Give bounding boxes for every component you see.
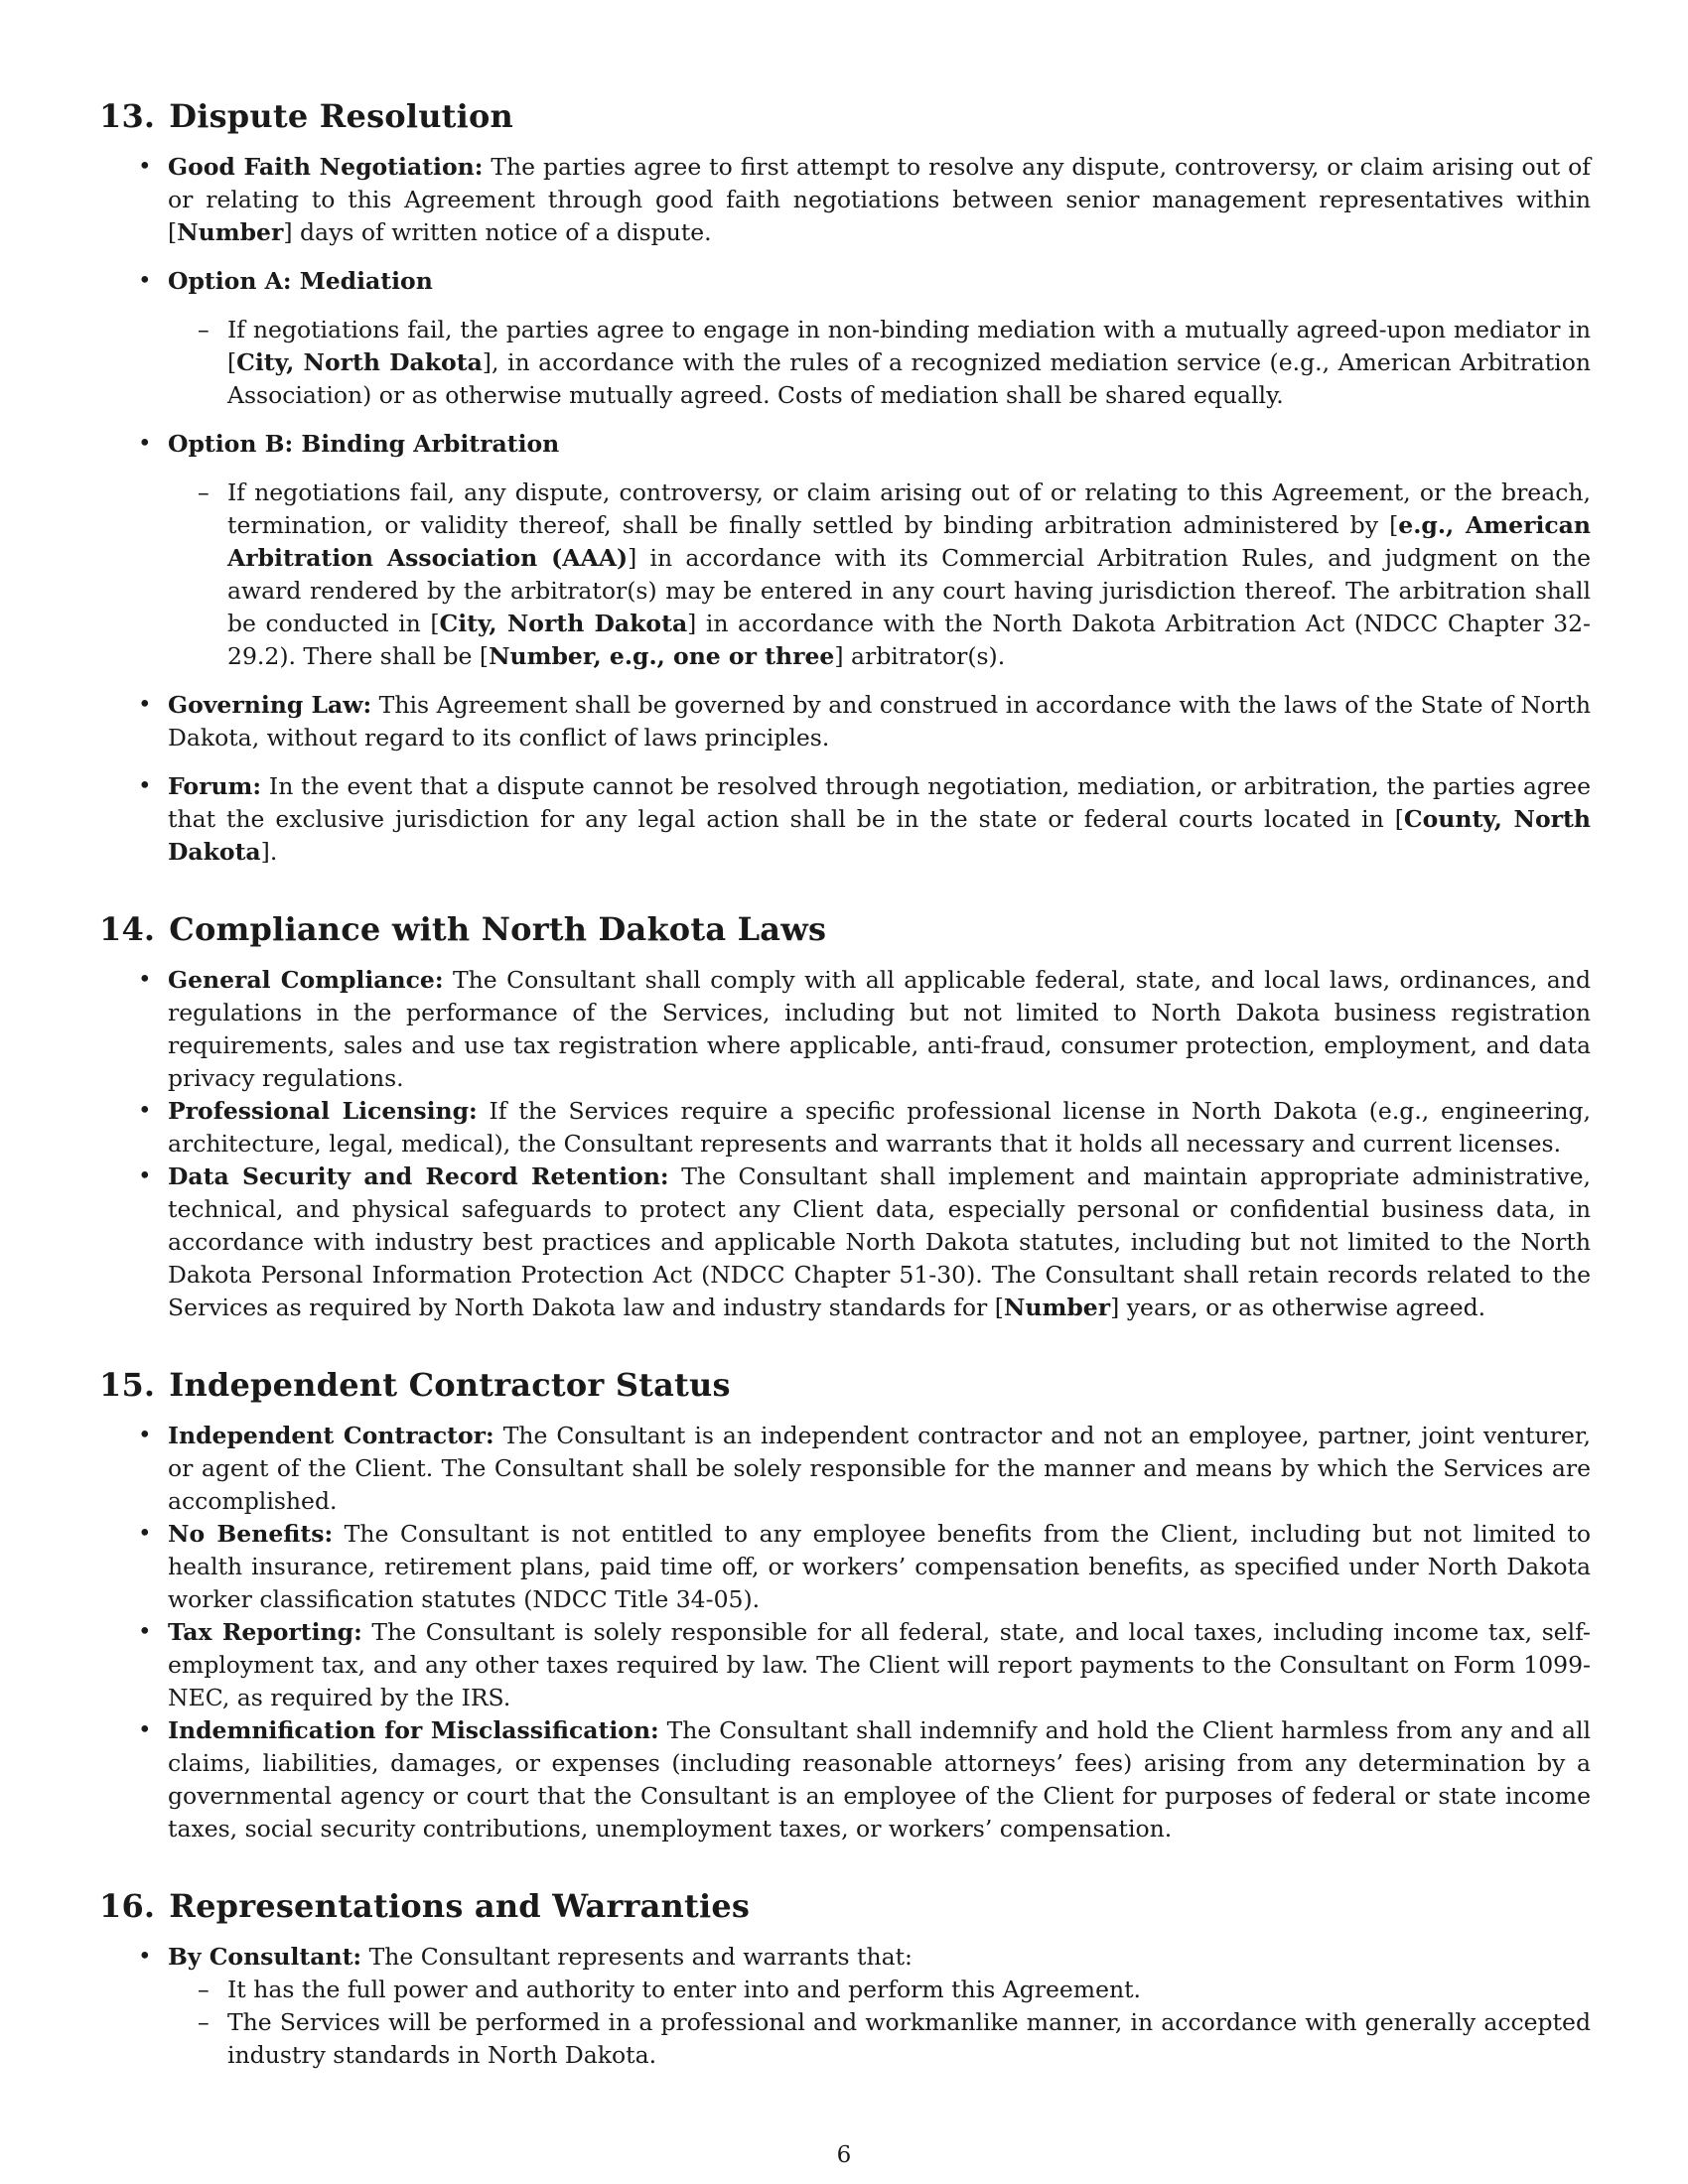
item-label: Option B: Binding Arbitration	[168, 430, 560, 458]
document-page	[99, 91, 1591, 2072]
item-label: General Compliance:	[168, 966, 444, 994]
list-item-option-b	[168, 428, 1591, 673]
item-text: The Consultant is not entitled to any employee benefits from the Client, including but not limited to health insurance, retirement plans, paid time off, or workers’ compensation benefits, as specified under North Dakota worker classification statutes (NDCC Title 34-05).	[168, 1520, 1591, 1613]
section-number: 15.	[99, 1366, 156, 1404]
list-item-indemnification	[168, 1714, 1591, 1845]
section-list	[99, 964, 1591, 1324]
item-text: The Consultant shall implement and maintain appropriate administrative, technical, and physical safeguards to protect any Client data, especially personal or confidential business data, in accordance with industry best practices and applicable North Dakota statutes, including but not limited to the North Dakota Personal Information Protection Act (NDCC Chapter 51-30). The Consultant shall retain records related to the Services as required by North Dakota law and industry standards for [	[168, 1162, 1591, 1321]
sub-item: – It has the full power and authority to enter into and perform this Agreement.	[227, 1974, 1591, 2006]
item-text: The Consultant is solely responsible for all federal, state, and local taxes, including income tax, self-employment tax, and any other taxes required by law. The Client will report payments to the Consultant on Form 1099-NEC, as required by the IRS.	[168, 1618, 1591, 1711]
section-heading	[99, 904, 1591, 954]
section-list	[99, 1420, 1591, 1845]
section-14	[99, 904, 1591, 1324]
section-13	[99, 91, 1591, 869]
list-item-good-faith	[168, 151, 1591, 249]
placeholder-text: e.g., American Arbitration Association (AAA)	[227, 511, 1591, 572]
item-label: Option A: Mediation	[168, 267, 433, 295]
section-16	[99, 1881, 1591, 2072]
item-label: No Benefits:	[168, 1520, 334, 1548]
section-heading	[99, 1881, 1591, 1931]
item-label: Tax Reporting:	[168, 1618, 362, 1646]
list-item-data-security	[168, 1160, 1591, 1324]
item-text: In the event that a dispute cannot be resolved through negotiation, mediation, or arbitration, the parties agree that the exclusive jurisdiction for any legal action shall be in the state or federal courts located in [	[168, 772, 1591, 833]
item-text: ].	[260, 838, 278, 866]
item-label: Forum:	[168, 772, 262, 800]
section-title: Independent Contractor Status	[169, 1366, 731, 1404]
item-text: ], in accordance with the rules of a recognized mediation service (e.g., American Arbitration Association) or as otherwise mutually agreed. Costs of mediation shall be shared equally.	[227, 348, 1591, 409]
sub-item: – The Services will be performed in a professional and workmanlike manner, in accordance with generally accepted industry standards in North Dakota.	[227, 2006, 1591, 2072]
list-item-tax-reporting	[168, 1616, 1591, 1714]
list-item-no-benefits	[168, 1518, 1591, 1616]
sub-item	[227, 314, 1591, 412]
item-text: If negotiations fail, the parties agree to engage in non-binding mediation with a mutually agreed-upon mediator in [	[227, 316, 1591, 376]
list-item-professional-licensing	[168, 1095, 1591, 1160]
page-number: 6	[836, 2142, 852, 2168]
placeholder-text: Number, e.g., one or three	[489, 642, 835, 670]
sub-list	[168, 314, 1591, 412]
item-text: The Consultant represents and warrants that:	[361, 1943, 913, 1971]
item-text: The Consultant shall indemnify and hold the Client harmless from any and all claims, liabilities, damages, or expenses (including reasonable attorneys’ fees) arising from any determination by a governmental agency or court that the Consultant is an employee of the Client for purposes of federal or state income taxes, social security contributions, unemployment taxes, or workers’ compensation.	[168, 1716, 1591, 1843]
section-number: 14.	[99, 910, 156, 948]
section-number: 13.	[99, 97, 156, 135]
section-title: Representations and Warranties	[169, 1887, 751, 1925]
item-text: ] in accordance with the North Dakota Arbitration Act (NDCC Chapter 32-29.2). There shall be [	[227, 610, 1591, 670]
section-heading	[99, 1360, 1591, 1410]
list-item-independent-contractor	[168, 1420, 1591, 1518]
section-number: 16.	[99, 1887, 156, 1925]
section-title: Dispute Resolution	[169, 97, 514, 135]
list-item-general-compliance	[168, 964, 1591, 1095]
list-item-option-a	[168, 265, 1591, 412]
item-label: Good Faith Negotiation:	[168, 153, 484, 181]
sub-list	[168, 1974, 1591, 2072]
sub-list	[168, 477, 1591, 673]
section-list	[99, 151, 1591, 869]
placeholder-text: City, North Dakota	[439, 610, 688, 637]
item-label: Professional Licensing:	[168, 1097, 478, 1125]
item-text: If negotiations fail, any dispute, controversy, or claim arising out of or relating to this Agreement, or the breach, termination, or validity thereof, shall be finally settled by binding arbitration administered by [	[227, 478, 1591, 539]
item-text: The parties agree to first attempt to resolve any dispute, controversy, or claim arising out of or relating to this Agreement through good faith negotiations between senior management representatives within [	[168, 153, 1591, 246]
item-label: Governing Law:	[168, 691, 372, 719]
item-label: Data Security and Record Retention:	[168, 1162, 669, 1190]
item-text: ] years, or as otherwise agreed.	[1110, 1294, 1486, 1321]
placeholder-text: Number	[1003, 1294, 1111, 1321]
item-text: If the Services require a specific professional license in North Dakota (e.g., engineering, architecture, legal, medical), the Consultant represents and warrants that it holds all necessary and current licenses.	[168, 1097, 1591, 1158]
list-item-forum	[168, 770, 1591, 869]
item-text: ] arbitrator(s).	[834, 642, 1006, 670]
item-text: This Agreement shall be governed by and construed in accordance with the laws of the State of North Dakota, without regard to its conflict of laws principles.	[168, 691, 1591, 751]
item-text: The Consultant shall comply with all applicable federal, state, and local laws, ordinances, and regulations in the performance of the Services, including but not limited to North Dakota business registration requirements, sales and use tax registration where applicable, anti-fraud, consumer protection, employment, and data privacy regulations.	[168, 966, 1591, 1092]
placeholder-text: Number	[177, 218, 284, 246]
list-item-governing-law	[168, 689, 1591, 754]
item-label: Indemnification for Misclassification:	[168, 1716, 659, 1744]
item-label: By Consultant:	[168, 1943, 362, 1971]
section-list	[99, 1941, 1591, 2072]
placeholder-text: County, North Dakota	[168, 805, 1591, 866]
item-text: The Consultant is an independent contractor and not an employee, partner, joint venturer, or agent of the Client. The Consultant shall be solely responsible for the manner and means by which the Services are accomplished.	[168, 1422, 1591, 1515]
section-title: Compliance with North Dakota Laws	[169, 910, 827, 948]
item-text: ] in accordance with its Commercial Arbitration Rules, and judgment on the award rendered by the arbitrator(s) may be entered in any court having jurisdiction thereof. The arbitration shall be conducted in [	[227, 544, 1591, 637]
sub-item	[227, 477, 1591, 673]
list-item-by-consultant	[168, 1941, 1591, 2072]
placeholder-text: City, North Dakota	[236, 348, 483, 376]
item-label: Independent Contractor:	[168, 1422, 494, 1449]
section-15	[99, 1360, 1591, 1845]
section-heading	[99, 91, 1591, 141]
item-text: ] days of written notice of a dispute.	[283, 218, 712, 246]
